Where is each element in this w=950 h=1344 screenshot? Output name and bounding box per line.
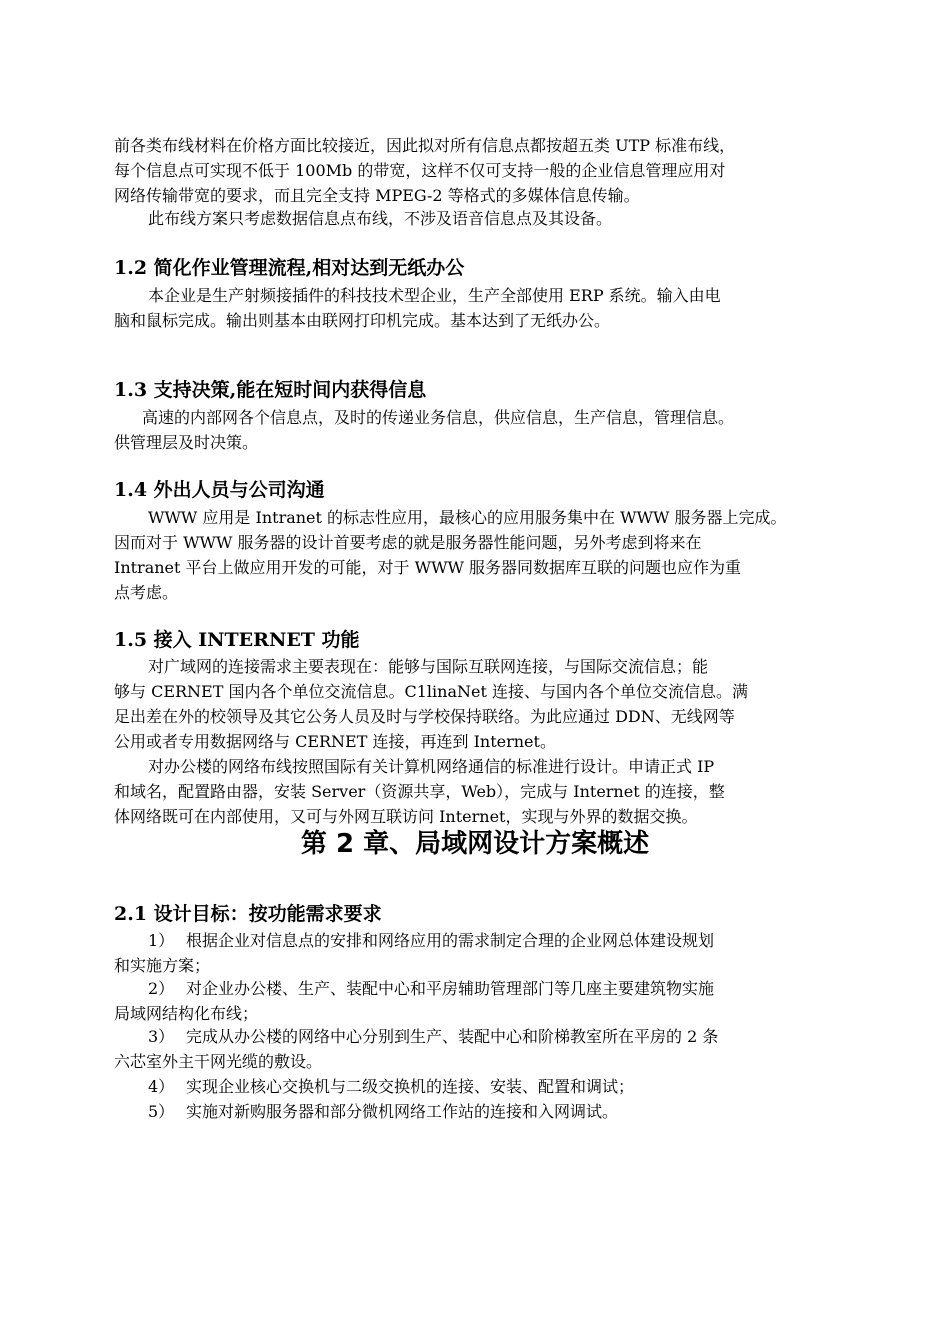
text-line: 本企业是生产射频接插件的科技技术型企业，生产全部使用 ERP 系统。输入由电 [148, 286, 721, 305]
list-item-text: 实现企业核心交换机与二级交换机的连接、安装、配置和调试； [186, 1077, 635, 1096]
list-item-first-line [114, 928, 856, 953]
list-item [114, 1074, 856, 1099]
section-1-5-paragraph-1 [114, 654, 856, 754]
list-item-number: 4） [148, 1077, 175, 1096]
list-item-number: 5） [148, 1102, 175, 1121]
text-line: 供管理层及时决策。 [114, 433, 259, 452]
text-line: 此布线方案只考虑数据信息点布线，不涉及语音信息点及其设备。 [148, 209, 613, 228]
section-1-5-paragraph-2 [114, 754, 856, 829]
text-line: 够与 CERNET 国内各个单位交流信息。C1linaNet 连接、与国内各个单位交流信息。满 [114, 682, 748, 701]
list-item-continuation: 局域网结构化布线； [114, 1004, 259, 1023]
text-line: 因而对于 WWW 服务器的设计首要考虑的就是服务器性能问题，另外考虑到将来在 [114, 533, 702, 552]
text-line: 网络传输带宽的要求，而且完全支持 MPEG-2 等格式的多媒体信息传输。 [114, 186, 640, 205]
list-item-number: 3） [148, 1027, 175, 1046]
text-line: 点考虑。 [114, 583, 179, 602]
text-line: 足出差在外的校领导及其它公务人员及时与学校保持联络。为此应通过 DDN、无线网等 [114, 707, 735, 726]
text-line: 对广域网的连接需求主要表现在：能够与国际互联网连接，与国际交流信息；能 [148, 657, 709, 676]
section-heading-1-2: 1.2 简化作业管理流程,相对达到无纸办公 [114, 257, 465, 279]
text-line: 体网络既可在内部使用，又可与外网互联访问 Internet，实现与外界的数据交换。 [114, 807, 698, 826]
list-item-number: 2） [148, 979, 175, 998]
text-line: WWW 应用是 Intranet 的标志性应用，最核心的应用服务集中在 WWW 服务器上完成。 [148, 508, 787, 527]
list-item-number: 1） [148, 931, 175, 950]
chapter-title: 第 2 章、局域网设计方案概述 [300, 829, 650, 859]
text-line: 前各类布线材料在价格方面比较接近，因此拟对所有信息点都按超五类 UTP 标准布线， [114, 136, 736, 155]
section-heading-2-1: 2.1 设计目标：按功能需求要求 [114, 903, 382, 925]
intro-paragraph-2 [114, 206, 856, 231]
list-item-text: 根据企业对信息点的安排和网络应用的需求制定合理的企业网总体建设规划 [186, 931, 715, 950]
text-line: Intranet 平台上做应用开发的可能，对于 WWW 服务器同数据库互联的问题也应作为重 [114, 558, 742, 577]
list-item-first-line [114, 1099, 856, 1124]
list-item-first-line [114, 1024, 856, 1049]
section-heading-1-4: 1.4 外出人员与公司沟通 [114, 479, 325, 501]
text-line: 和域名，配置路由器，安装 Server（资源共享，Web），完成与 Internet 的连接，整 [114, 782, 725, 801]
list-item-text: 实施对新购服务器和部分微机网络工作站的连接和入网调试。 [186, 1102, 619, 1121]
text-line: 公用或者专用数据网络与 CERNET 连接，再连到 Internet。 [114, 732, 556, 751]
text-line: 对办公楼的网络布线按照国际有关计算机网络通信的标准进行设计。申请正式 IP [148, 757, 715, 776]
text-line: 每个信息点可实现不低于 100Mb 的带宽，这样不仅可支持一般的企业信息管理应用对 [114, 161, 726, 180]
section-heading-1-5: 1.5 接入 INTERNET 功能 [114, 629, 360, 651]
list-item-continuation: 和实施方案； [114, 956, 211, 975]
list-item [114, 928, 856, 978]
section-1-4-paragraph [114, 505, 856, 605]
list-item [114, 1099, 856, 1124]
text-line: 脑和鼠标完成。输出则基本由联网打印机完成。基本达到了无纸办公。 [114, 311, 611, 330]
list-item-text: 完成从办公楼的网络中心分别到生产、装配中心和阶梯教室所在平房的 2 条 [186, 1027, 719, 1046]
section-1-3-paragraph [114, 405, 856, 455]
list-item [114, 976, 856, 1026]
list-item-first-line [114, 1074, 856, 1099]
text-line: 高速的内部网各个信息点，及时的传递业务信息，供应信息，生产信息，管理信息。 [142, 408, 735, 427]
intro-paragraph-1 [114, 133, 856, 208]
section-1-2-paragraph [114, 283, 856, 333]
section-heading-1-3: 1.3 支持决策,能在短时间内获得信息 [114, 379, 427, 401]
list-item-continuation: 六芯室外主干网光缆的敷设。 [114, 1052, 323, 1071]
list-item-text: 对企业办公楼、生产、装配中心和平房辅助管理部门等几座主要建筑物实施 [186, 979, 715, 998]
list-item-first-line [114, 976, 856, 1001]
list-item [114, 1024, 856, 1074]
